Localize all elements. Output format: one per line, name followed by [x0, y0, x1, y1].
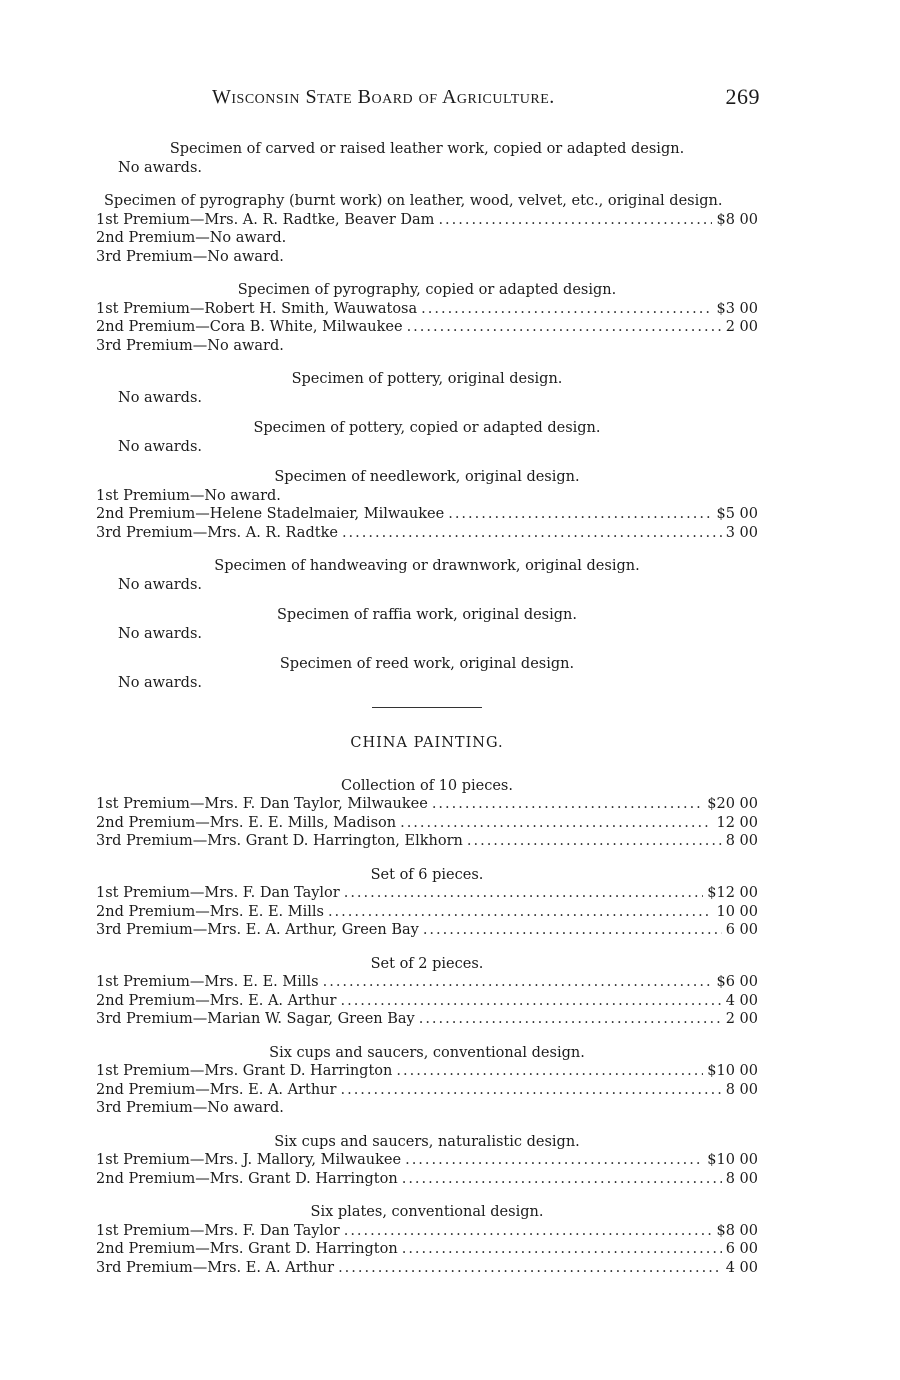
section-pyrography-original — [96, 192, 758, 266]
no-awards-note: No awards. — [118, 389, 202, 406]
premium-recipient: —Mrs. E. A. Arthur, Green Bay — [192, 922, 419, 938]
premium-recipient: —Mrs. Grant D. Harrington — [195, 1170, 398, 1187]
premium-place: 1st Premium — [96, 885, 190, 901]
premium-recipient: —No award. — [192, 337, 284, 354]
premium-place: 2nd Premium — [96, 1081, 196, 1098]
premium-place: 2nd Premium — [96, 814, 196, 831]
dot-leader — [405, 1151, 703, 1170]
premium-recipient: —Mrs. F. Dan Taylor, Milwaukee — [189, 796, 428, 812]
section-heading: Specimen of pottery, original design. — [291, 371, 563, 387]
section-cups-conventional — [96, 1044, 758, 1118]
premium-place: 3rd Premium — [96, 833, 193, 849]
no-awards-note: No awards. — [118, 159, 202, 176]
section-heading: Specimen of handweaving or drawnwork, original design. — [214, 558, 640, 574]
section-heading: Set of 6 pieces. — [370, 866, 484, 883]
premium-recipient: —Mrs. E. A. Arthur — [195, 1081, 337, 1098]
premium-amount: 12 00 — [716, 814, 758, 831]
premium-amount: $8 00 — [716, 211, 758, 228]
premium-row — [96, 248, 758, 267]
premium-amount: 2 00 — [725, 1011, 758, 1027]
premium-row — [96, 992, 758, 1011]
premium-list — [96, 300, 758, 356]
premium-row — [96, 487, 758, 506]
premium-recipient: —Mrs. Grant D. Harrington — [195, 1241, 398, 1257]
dot-leader — [396, 1062, 703, 1081]
premium-row — [96, 524, 758, 543]
premium-recipient: —Marian W. Sagar, Green Bay — [192, 1011, 415, 1027]
premium-place: 3rd Premium — [96, 922, 193, 938]
dot-leader — [340, 992, 721, 1011]
premium-amount: 8 00 — [725, 1170, 758, 1187]
page-number: 269 — [725, 84, 760, 109]
dot-leader — [423, 921, 722, 940]
section-pottery-original — [96, 370, 758, 407]
premium-place: 3rd Premium — [96, 337, 193, 354]
premium-row — [96, 1240, 758, 1259]
premium-recipient: —Mrs. Grant D. Harrington, Elkhorn — [192, 833, 463, 849]
premium-recipient: —No award. — [189, 487, 281, 504]
premium-place: 1st Premium — [96, 211, 190, 228]
premium-row — [96, 973, 758, 992]
dot-leader — [344, 884, 704, 903]
premium-recipient: —Mrs. F. Dan Taylor — [189, 885, 340, 901]
premium-place: 1st Premium — [96, 300, 190, 317]
header-title: Wisconsin State Board of Agriculture. — [212, 86, 555, 108]
premium-amount: $10 00 — [707, 1063, 758, 1079]
section-pyrography-copied — [96, 281, 758, 355]
premium-list — [96, 973, 758, 1029]
no-awards-note: No awards. — [118, 438, 202, 455]
premium-row — [96, 1151, 758, 1170]
premium-amount: $12 00 — [707, 885, 758, 901]
premium-row — [96, 1259, 758, 1278]
premium-recipient: —Mrs. A. R. Radtke, Beaver Dam — [189, 211, 435, 228]
section-plates-conventional — [96, 1203, 758, 1277]
premium-recipient: —Mrs. Grant D. Harrington — [189, 1063, 393, 1079]
premium-amount: $20 00 — [707, 796, 758, 812]
dot-leader — [448, 505, 712, 524]
premium-amount: 8 00 — [725, 833, 758, 849]
premium-recipient: —No award. — [192, 248, 284, 265]
premium-place: 3rd Premium — [96, 1100, 193, 1116]
premium-amount: $6 00 — [716, 974, 758, 990]
premium-place: 1st Premium — [96, 1063, 190, 1079]
section-heading: Six cups and saucers, conventional design. — [269, 1044, 585, 1061]
premium-list — [96, 211, 758, 267]
premium-amount: 2 00 — [725, 319, 758, 335]
section-heading: Specimen of pottery, copied or adapted design. — [253, 420, 601, 436]
premium-row — [96, 884, 758, 903]
section-set-6 — [96, 866, 758, 940]
premium-recipient: —Mrs. J. Mallory, Milwaukee — [189, 1152, 402, 1168]
premium-place: 2nd Premium — [96, 319, 196, 335]
premium-place: 2nd Premium — [96, 230, 196, 246]
premium-amount: $10 00 — [707, 1152, 758, 1168]
premium-row — [96, 229, 758, 248]
premium-list — [96, 884, 758, 940]
dot-leader — [338, 1259, 722, 1278]
premium-amount: 4 00 — [725, 992, 758, 1009]
premium-recipient: —Robert H. Smith, Wauwatosa — [189, 300, 418, 317]
premium-row — [96, 337, 758, 356]
chapter-heading: CHINA PAINTING. — [350, 735, 504, 751]
premium-row — [96, 921, 758, 940]
premium-place: 1st Premium — [96, 974, 190, 990]
section-heading: Specimen of carved or raised leather work, copied or adapted design. — [169, 141, 685, 157]
premium-row — [96, 318, 758, 337]
premium-recipient: —Helene Stadelmaier, Milwaukee — [195, 506, 445, 522]
premium-row — [96, 211, 758, 230]
premium-place: 1st Premium — [96, 1222, 190, 1239]
premium-place: 3rd Premium — [96, 248, 193, 265]
premium-recipient: —No award. — [192, 1100, 284, 1116]
premium-row — [96, 1081, 758, 1100]
premium-amount: 4 00 — [725, 1259, 758, 1276]
section-leather-carved — [96, 140, 758, 177]
section-divider — [372, 707, 482, 708]
dot-leader — [342, 524, 722, 543]
section-heading: Specimen of pyrography, copied or adapted design. — [237, 282, 617, 298]
premium-recipient: —Mrs. E. E. Mills, Madison — [195, 814, 397, 831]
premium-amount: $3 00 — [716, 300, 758, 317]
premium-row — [96, 505, 758, 524]
premium-place: 2nd Premium — [96, 992, 196, 1009]
premium-list — [96, 487, 758, 543]
dot-leader — [340, 1081, 721, 1100]
premium-amount: $5 00 — [716, 506, 758, 522]
section-heading: Collection of 10 pieces. — [341, 777, 513, 794]
section-heading: Six plates, conventional design. — [310, 1204, 544, 1220]
premium-recipient: —Mrs. E. A. Arthur — [195, 992, 337, 1009]
premium-recipient: —Cora B. White, Milwaukee — [195, 319, 403, 335]
premium-place: 3rd Premium — [96, 524, 193, 541]
premium-row — [96, 1222, 758, 1241]
premium-place: 1st Premium — [96, 1152, 190, 1168]
premium-amount: 3 00 — [725, 524, 758, 541]
premium-amount: 10 00 — [716, 903, 758, 920]
dot-leader — [421, 300, 712, 319]
dot-leader — [400, 814, 712, 833]
section-raffia — [96, 606, 758, 643]
dot-leader — [432, 795, 703, 814]
no-awards-note: No awards. — [118, 625, 202, 642]
premium-amount: 6 00 — [725, 1241, 758, 1257]
section-needlework — [96, 468, 758, 542]
no-awards-note: No awards. — [118, 674, 202, 691]
section-heading: Set of 2 pieces. — [370, 955, 484, 972]
premium-amount: $8 00 — [716, 1222, 758, 1239]
dot-leader — [419, 1010, 722, 1029]
premium-amount: 8 00 — [725, 1081, 758, 1098]
premium-place: 2nd Premium — [96, 506, 196, 522]
section-handweaving — [96, 557, 758, 594]
section-heading: Six cups and saucers, naturalistic design. — [274, 1133, 580, 1150]
premium-list — [96, 1151, 758, 1188]
premium-recipient: —Mrs. E. A. Arthur — [192, 1259, 335, 1276]
dot-leader — [407, 318, 722, 337]
premium-list — [96, 1062, 758, 1118]
premium-recipient: —Mrs. E. E. Mills — [195, 903, 324, 920]
section-set-2 — [96, 955, 758, 1029]
dot-leader — [438, 211, 712, 230]
premium-recipient: —No award. — [195, 230, 287, 246]
dot-leader — [328, 903, 713, 922]
premium-place: 2nd Premium — [96, 1241, 196, 1257]
premium-recipient: —Mrs. F. Dan Taylor — [189, 1222, 340, 1239]
section-heading: Specimen of needlework, original design. — [274, 469, 580, 485]
dot-leader — [323, 973, 713, 992]
premium-row — [96, 814, 758, 833]
premium-place: 3rd Premium — [96, 1011, 193, 1027]
premium-place: 2nd Premium — [96, 1170, 196, 1187]
premium-list — [96, 795, 758, 851]
premium-row — [96, 903, 758, 922]
section-pottery-copied — [96, 419, 758, 456]
running-header — [212, 86, 760, 109]
premium-amount: 6 00 — [725, 922, 758, 938]
premium-place: 3rd Premium — [96, 1259, 193, 1276]
section-cups-naturalistic — [96, 1133, 758, 1189]
premium-row — [96, 832, 758, 851]
no-awards-note: No awards. — [118, 576, 202, 593]
page-content — [96, 140, 758, 1292]
premium-row — [96, 1099, 758, 1118]
section-heading: Specimen of reed work, original design. — [279, 656, 575, 672]
section-collection-10 — [96, 777, 758, 851]
premium-row — [96, 795, 758, 814]
premium-place: 2nd Premium — [96, 903, 196, 920]
section-heading: Specimen of pyrography (burnt work) on leather, wood, velvet, etc., original design. — [104, 193, 723, 209]
premium-row — [96, 300, 758, 319]
premium-row — [96, 1170, 758, 1189]
dot-leader — [344, 1222, 713, 1241]
dot-leader — [402, 1170, 722, 1189]
premium-row — [96, 1010, 758, 1029]
premium-place: 1st Premium — [96, 487, 190, 504]
dot-leader — [467, 832, 722, 851]
premium-row — [96, 1062, 758, 1081]
premium-place: 1st Premium — [96, 796, 190, 812]
section-reed — [96, 655, 758, 692]
section-heading: Specimen of raffia work, original design. — [276, 607, 577, 623]
premium-recipient: —Mrs. A. R. Radtke — [192, 524, 338, 541]
premium-recipient: —Mrs. E. E. Mills — [189, 974, 319, 990]
dot-leader — [402, 1240, 722, 1259]
premium-list — [96, 1222, 758, 1278]
